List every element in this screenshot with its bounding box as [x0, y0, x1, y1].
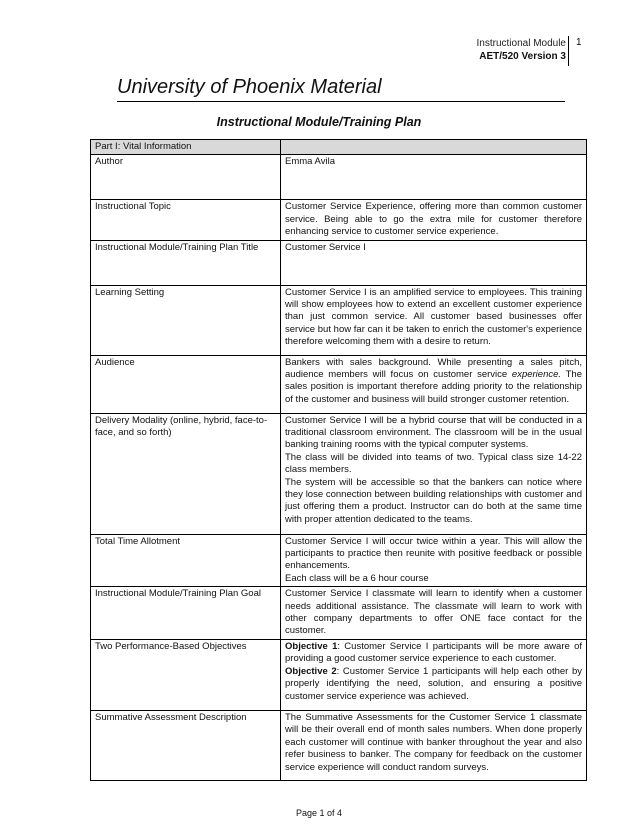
goal-label: Instructional Module/Training Plan Goal [91, 587, 281, 640]
author-value: Emma Avila [281, 155, 587, 200]
vital-information-table [90, 139, 587, 781]
objective-1-text: : Customer Service I participants will be more aware of providing a good customer service experience to each customer. [285, 640, 582, 665]
section-heading-row [91, 140, 587, 155]
page-footer: Page 1 of 4 [295, 808, 343, 818]
assessment-label: Summative Assessment Description [91, 710, 281, 780]
table-row [91, 639, 587, 710]
learning-setting-value: Customer Service I is an amplified service to employees. This training will show employees how to extend an excellent customer experience than just common service. All customer based businesses offer service but how far can it be taken to enrich the customer's experience therefore welcoming them with a desire to return. [281, 285, 587, 355]
time-paragraph-2: Each class will be a 6 hour course [285, 572, 429, 584]
table-row [91, 710, 587, 780]
audience-text-start: Bankers with sales background. While presenting a sales pitch, audience members will focus on customer service [285, 356, 582, 381]
table-row [91, 285, 587, 355]
audience-text-end: The sales position is important therefore adding priority to the relationship of the customer and business will build stronger customer retention. [285, 369, 582, 405]
objective-2 [285, 666, 582, 703]
assessment-value: The Summative Assessments for the Customer Service 1 classmate will be their overall end of month sales numbers. When done properly each customer will continue with banker throughout the year and also refer business to banker. The company for feedback on the customer service experience will conduct random surveys. [281, 710, 587, 780]
title-rule [117, 101, 565, 102]
table-row [91, 155, 587, 200]
header-divider [568, 36, 569, 66]
header-page-number: 1 [576, 37, 582, 48]
topic-value: Customer Service Experience, offering more than common customer service. Being able to go the extra mile for customer therefore enhancing service to customer service experience. [281, 200, 587, 240]
delivery-paragraph-2: The class will be divided into teams of two. Typical class size 14-22 class members. [285, 451, 582, 476]
objectives-label: Two Performance-Based Objectives [91, 639, 281, 710]
objective-1 [285, 641, 582, 666]
delivery-value [281, 413, 587, 534]
table-row [91, 240, 587, 285]
topic-label: Instructional Topic [91, 200, 281, 240]
header-course-line: AET/520 Version 3 [479, 51, 566, 62]
goal-value: Customer Service I classmate will learn to identify when a customer needs additional assistance. The classmate will learn to work with other company departments to offer ONE face contact for the customer. [281, 587, 587, 640]
table-row [91, 413, 587, 534]
delivery-label: Delivery Modality (online, hybrid, face-to-face, and so forth) [91, 413, 281, 534]
module-title-value: Customer Service I [281, 240, 587, 285]
delivery-paragraph-3: The system will be accessible so that the bankers can notice where they lose connection between building relationships with customer and just offering them a product. Instructor can do both at the same time with proper attention dedicated to the teams. [285, 476, 582, 525]
header-module-line: Instructional Module [476, 38, 566, 49]
section-heading: Part I: Vital Information [91, 140, 281, 155]
table-row [91, 200, 587, 240]
learning-setting-label: Learning Setting [91, 285, 281, 355]
objective-2-label: Objective 2 [285, 665, 337, 677]
header-module-text [420, 37, 566, 63]
time-value [281, 534, 587, 587]
audience-text-emphasis: experience. [511, 369, 562, 381]
objective-1-label: Objective 1 [285, 640, 338, 652]
author-label: Author [91, 155, 281, 200]
institution-title: University of Phoenix Material [117, 76, 382, 98]
table-row [91, 534, 587, 587]
audience-label: Audience [91, 355, 281, 413]
objective-2-text: : Customer Service 1 participants will help each other by properly identifying the need, solution, and ensuring a positive customer service experience was achieved. [285, 665, 582, 702]
table-row [91, 355, 587, 413]
objectives-value [281, 639, 587, 710]
delivery-paragraph-1: Customer Service I will be a hybrid course that will be conducted in a traditional classroom environment. The classroom will be in the usual banking training rooms with the typical computer systems. [285, 414, 582, 451]
time-label: Total Time Allotment [91, 534, 281, 587]
table-row [91, 587, 587, 640]
module-title-label: Instructional Module/Training Plan Title [91, 240, 281, 285]
document-title: Instructional Module/Training Plan [216, 115, 422, 129]
time-paragraph-1: Customer Service I will occur twice within a year. This will allow the participants to practice then reunite with positive feedback or possible enhancements. [285, 535, 582, 572]
section-heading-blank [281, 140, 587, 155]
audience-value [281, 355, 587, 413]
